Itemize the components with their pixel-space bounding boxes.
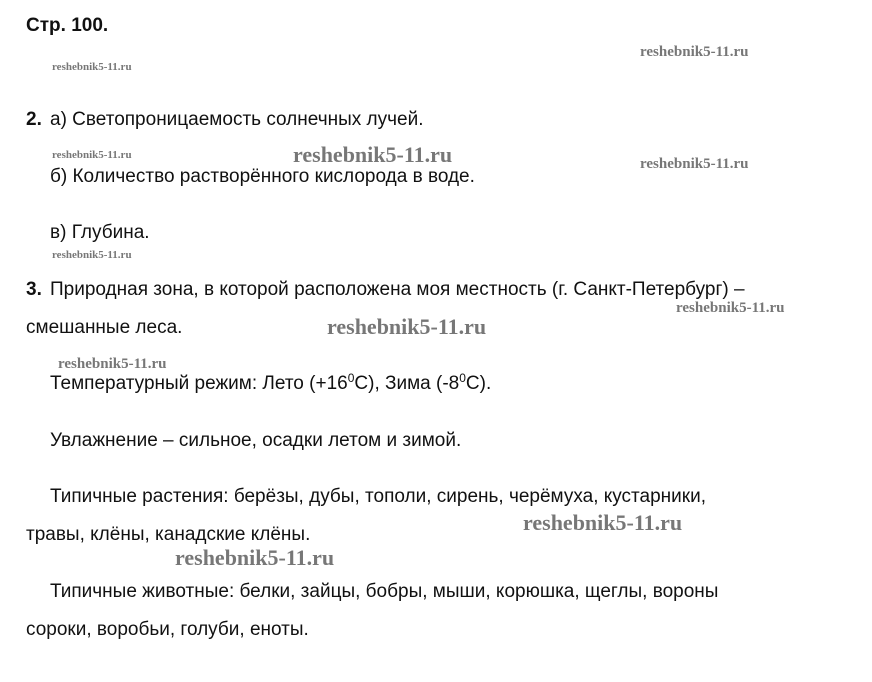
page-label: Стр. 100. [26, 15, 109, 36]
temperature-line [50, 373, 491, 395]
temperature-prefix: Температурный режим: Лето (+16 [50, 373, 348, 394]
watermark: reshebnik5-11.ru [676, 300, 785, 316]
q2-answer-b: б) Количество растворённого кислорода в воде. [50, 166, 475, 187]
watermark: reshebnik5-11.ru [293, 142, 453, 167]
temperature-middle: С), Зима (-8 [354, 373, 460, 394]
watermark: reshebnik5-11.ru [52, 249, 132, 261]
animals-line-2: сороки, воробьи, голуби, еноты. [26, 619, 309, 640]
degree-sup-summer: 0 [347, 371, 355, 385]
watermark: reshebnik5-11.ru [640, 156, 749, 172]
question-2-number: 2. [26, 109, 42, 130]
watermark: reshebnik5-11.ru [523, 510, 683, 535]
watermark: reshebnik5-11.ru [52, 61, 132, 73]
plants-line-2: травы, клёны, канадские клёны. [26, 524, 311, 545]
q3-line-2: смешанные леса. [26, 317, 183, 338]
watermark: reshebnik5-11.ru [58, 356, 167, 372]
q2-answer-v: в) Глубина. [50, 222, 150, 243]
watermark: reshebnik5-11.ru [175, 545, 335, 570]
watermark: reshebnik5-11.ru [327, 314, 487, 339]
humidity-line: Увлажнение – сильное, осадки летом и зимой. [50, 430, 462, 451]
watermark: reshebnik5-11.ru [52, 149, 132, 161]
q3-line-1: Природная зона, в которой расположена моя местность (г. Санкт-Петербург) – [50, 279, 745, 300]
q2-answer-a: а) Светопроницаемость солнечных лучей. [50, 109, 424, 130]
question-3-number: 3. [26, 279, 42, 300]
degree-sup-winter: 0 [459, 371, 466, 385]
temperature-end: С). [465, 373, 492, 394]
plants-line-1: Типичные растения: берёзы, дубы, тополи, сирень, черёмуха, кустарники, [50, 486, 706, 507]
watermark: reshebnik5-11.ru [640, 44, 749, 60]
animals-line-1: Типичные животные: белки, зайцы, бобры, мыши, корюшка, щеглы, вороны [50, 581, 719, 602]
